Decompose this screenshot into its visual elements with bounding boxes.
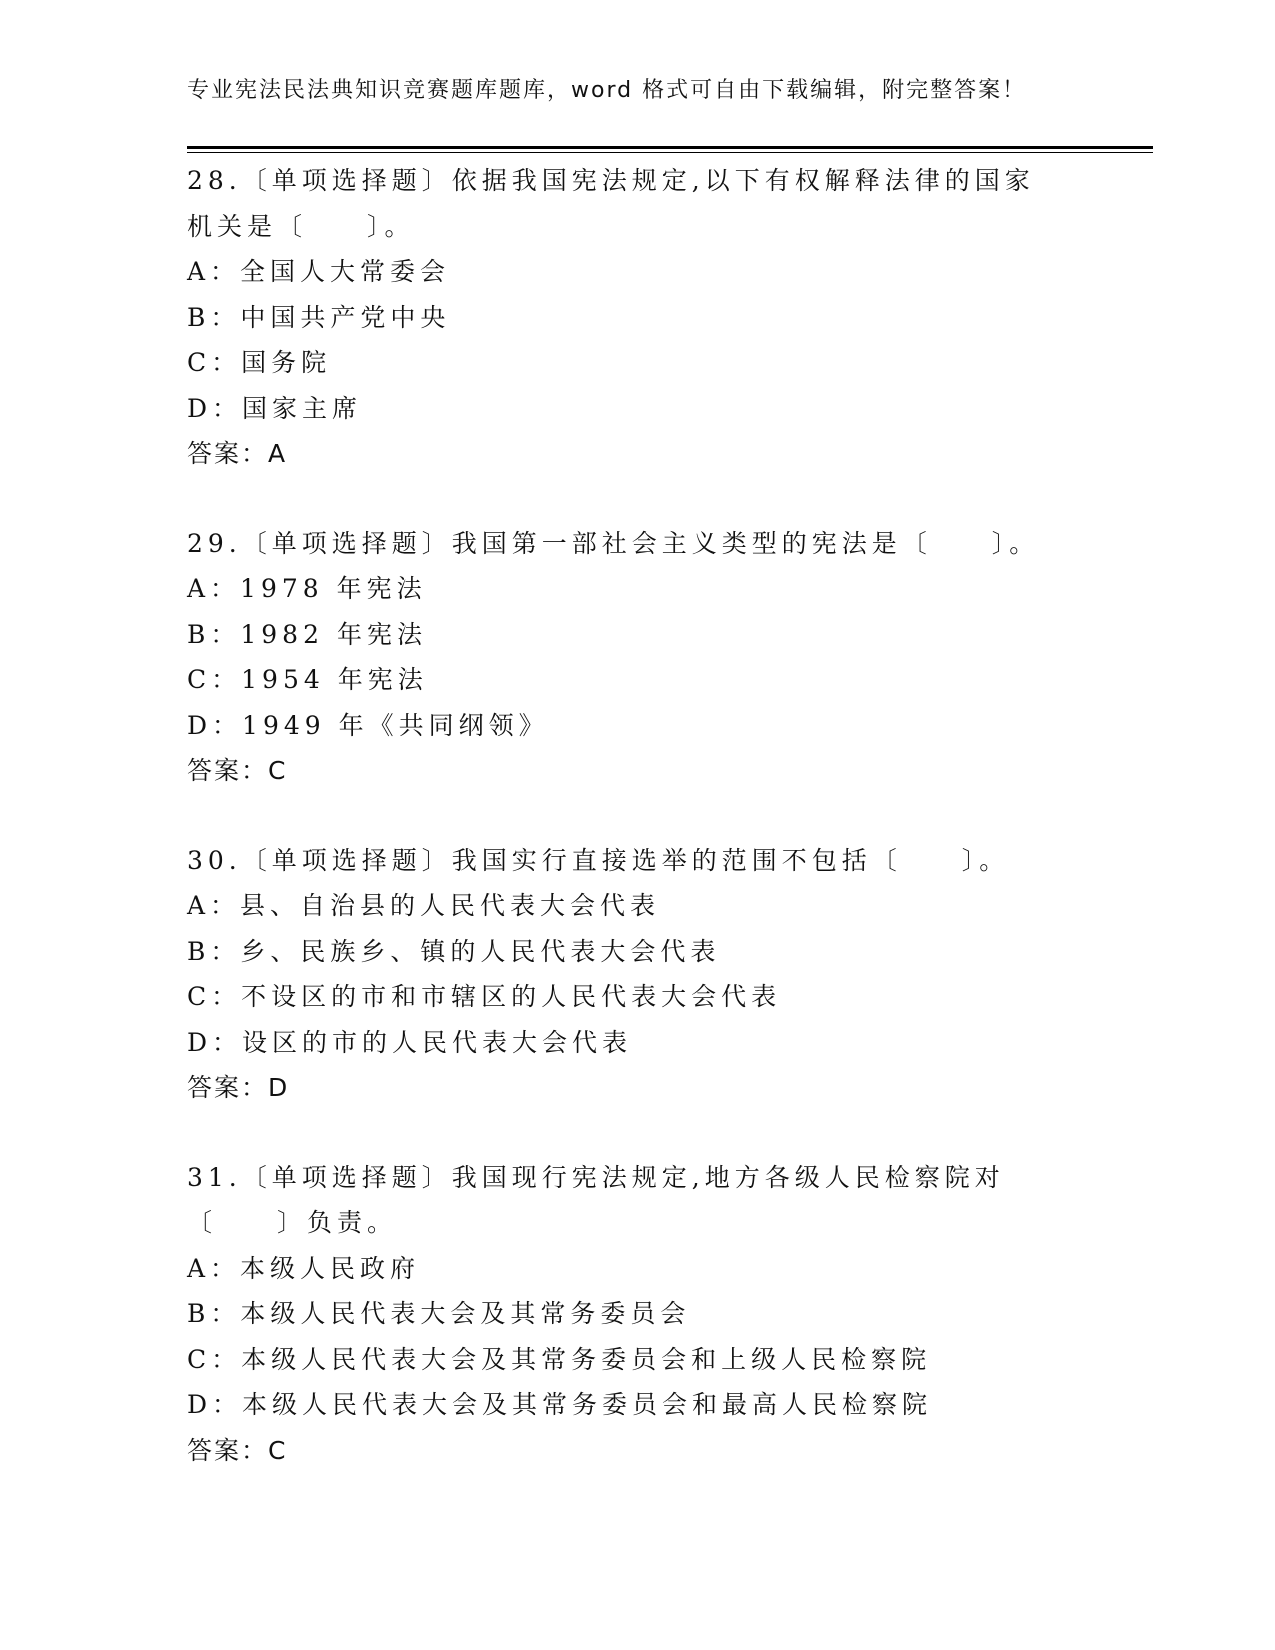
answer: 答案：C (187, 756, 288, 785)
header-divider-thin (187, 152, 1153, 153)
option-c: C：不设区的市和市辖区的人民代表大会代表 (187, 982, 782, 1011)
header-divider-thick (187, 146, 1153, 149)
option-c: C：1954 年宪法 (187, 665, 428, 694)
answer: 答案：A (187, 439, 288, 468)
option-d: D：本级人民代表大会及其常务委员会和最高人民检察院 (187, 1390, 933, 1419)
option-a: A：1978 年宪法 (187, 574, 427, 603)
question-stem: 30.〔单项选择题〕我国实行直接选举的范围不包括〔 〕。 (187, 845, 1010, 875)
option-c: C：国务院 (187, 348, 332, 377)
option-b: B：1982 年宪法 (187, 619, 427, 649)
option-d: D：国家主席 (187, 393, 363, 423)
question-stem: 29.〔单项选择题〕我国第一部社会主义类型的宪法是〔 〕。 (187, 528, 1040, 558)
option-d: D：设区的市的人民代表大会代表 (187, 1027, 633, 1057)
question-28 (187, 158, 1087, 477)
answer: 答案：D (187, 1073, 290, 1102)
option-a: A：全国人大常委会 (187, 257, 451, 286)
question-29 (187, 521, 1087, 794)
option-b: B：乡、民族乡、镇的人民代表大会代表 (187, 936, 721, 966)
question-stem: 28.〔单项选择题〕依据我国宪法规定,以下有权解释法律的国家机关是〔 〕。 (187, 166, 1035, 241)
option-b: B：中国共产党中央 (187, 302, 451, 332)
answer: 答案：C (187, 1435, 288, 1465)
option-d: D：1949 年《共同纲领》 (187, 710, 549, 740)
option-a: A：本级人民政府 (187, 1253, 421, 1283)
question-stem: 31.〔单项选择题〕我国现行宪法规定,地方各级人民检察院对〔 〕负责。 (187, 1162, 1005, 1237)
page-header: 专业宪法民法典知识竞赛题库题库，word 格式可自由下载编辑，附完整答案！ (187, 78, 1027, 103)
question-list (187, 158, 1087, 1517)
option-c: C：本级人民代表大会及其常务委员会和上级人民检察院 (187, 1344, 932, 1374)
option-b: B：本级人民代表大会及其常务委员会 (187, 1299, 691, 1328)
option-a: A：县、自治县的人民代表大会代表 (187, 891, 661, 920)
question-31 (187, 1155, 1087, 1474)
question-30 (187, 838, 1087, 1111)
